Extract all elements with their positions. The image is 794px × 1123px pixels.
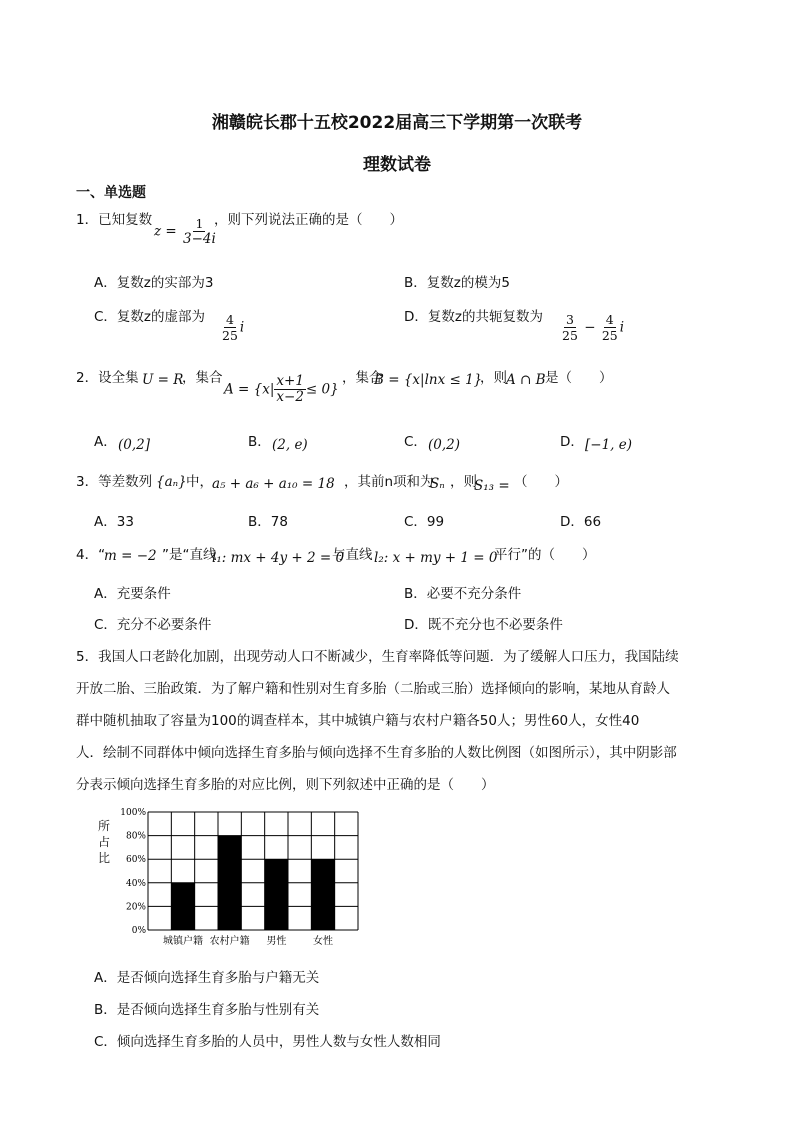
q4-mid2: 与直线: [332, 547, 373, 563]
q2-universe: U = R: [142, 372, 184, 388]
numerator: 4: [225, 312, 234, 327]
q3-post: （ ）: [514, 474, 568, 490]
question-number: 1．: [76, 212, 99, 228]
formula-text: z =: [154, 223, 177, 240]
numerator: 3: [565, 312, 574, 327]
question-number: 4．: [76, 547, 99, 563]
bar: [218, 836, 241, 930]
q4-option-c[interactable]: C．充分不必要条件: [94, 617, 212, 633]
question-4-stem: [76, 543, 105, 563]
fraction: [274, 374, 306, 405]
q4-post: 平行”的（ ）: [494, 547, 596, 563]
q3-option-d[interactable]: D．66: [560, 514, 602, 530]
numerator: x+1: [276, 373, 304, 389]
denominator: 3−4i: [183, 231, 216, 247]
q5-option-b[interactable]: B．是否倾向选择生育多胎与性别有关: [94, 1002, 320, 1018]
option-label: B．: [248, 434, 271, 450]
q1-option-d-formula: [560, 312, 624, 343]
q4-option-b[interactable]: B．必要不充分条件: [404, 586, 522, 602]
stem-text: 等差数列: [98, 474, 153, 490]
q3-option-b[interactable]: B．78: [248, 514, 288, 530]
question-1-stem: [76, 208, 152, 228]
question-5-line-5: 分表示倾向选择生育多胎的对应比例，则下列叙述中正确的是（ ）: [76, 777, 495, 793]
q2-option-d-value: [−1, e): [585, 437, 633, 453]
question-number: 5．: [76, 649, 99, 665]
q4-option-a[interactable]: A．充要条件: [94, 586, 171, 602]
q2-post: 是（ ）: [545, 370, 613, 386]
stem-text: “: [98, 547, 106, 563]
q2-mid2: ，集合: [342, 370, 383, 386]
q2-mid3: ，则: [480, 370, 507, 386]
question-number: 2．: [76, 370, 99, 386]
q3-option-c[interactable]: C．99: [404, 514, 445, 530]
stem-text: 设全集: [98, 370, 139, 386]
numerator: 1: [195, 216, 204, 231]
x-tick-label: 男性: [266, 936, 287, 947]
question-2-stem: [76, 366, 139, 386]
fraction: [600, 312, 620, 343]
q3-s13: S₁₃ =: [474, 478, 510, 494]
denominator: x−2: [276, 389, 304, 405]
q4-mid1: ”是“直线: [162, 547, 217, 563]
q2-option-d[interactable]: [560, 430, 584, 450]
q1-option-c-formula: [220, 312, 244, 343]
option-text: D．复数z的共轭复数为: [404, 309, 543, 325]
q5-option-c[interactable]: C．倾向选择生育多胎的人员中，男性人数与女性人数相同: [94, 1034, 441, 1050]
q1-post: ，则下列说法正确的是（ ）: [214, 212, 403, 228]
denominator: 25: [222, 328, 238, 343]
q2-option-c[interactable]: [404, 430, 427, 450]
q2-set-a: [224, 374, 339, 405]
y-tick-label: 20%: [125, 902, 146, 913]
formula-text: A = {x|: [224, 381, 275, 398]
q1-option-c[interactable]: [94, 305, 205, 325]
q3-equation: a₅ + a₆ + a₁₀ = 18: [212, 476, 335, 492]
q2-mid1: ，集合: [182, 370, 223, 386]
q1-formula: [154, 216, 218, 247]
question-3-stem: [76, 470, 152, 490]
stem-text: 已知复数: [98, 212, 153, 228]
x-tick-label: 城镇户籍: [163, 936, 203, 947]
page-subtitle: 理数试卷: [363, 155, 431, 175]
chart-ylabel: 所占比: [98, 819, 111, 865]
bar: [265, 859, 288, 930]
y-tick-label: 100%: [120, 808, 146, 818]
q2-set-b: B = {x|lnx ≤ 1}: [374, 372, 483, 388]
q3-sequence: {aₙ}: [156, 474, 187, 490]
page-title: 湘赣皖长郡十五校2022届高三下学期第一次联考: [211, 113, 583, 133]
question-number: 3．: [76, 474, 99, 490]
imag-unit: i: [619, 319, 625, 336]
q2-option-a[interactable]: [94, 430, 117, 450]
fraction: [220, 312, 240, 343]
q4-line-1: l₁: mx + 4y + 2 = 0: [212, 550, 345, 566]
x-tick-label: 农村户籍: [209, 936, 250, 947]
q3-sum: Sₙ: [430, 476, 445, 492]
y-tick-label: 80%: [125, 831, 146, 842]
bar: [311, 859, 334, 930]
y-tick-label: 0%: [131, 926, 146, 936]
y-tick-label: 60%: [125, 855, 146, 866]
q5-option-a[interactable]: A．是否倾向选择生育多胎与户籍无关: [94, 970, 320, 986]
fraction: [181, 216, 218, 247]
q1-option-d[interactable]: [404, 305, 543, 325]
q1-option-a[interactable]: A．复数z的实部为3: [94, 275, 214, 291]
q4-line-2: l₂: x + my + 1 = 0: [374, 550, 498, 566]
formula-text: ≤ 0}: [305, 381, 339, 398]
q2-option-b[interactable]: [248, 430, 271, 450]
denominator: 25: [601, 328, 618, 343]
q2-option-b-value: (2, e): [272, 437, 308, 453]
q2-option-a-value: (0,2]: [118, 437, 151, 453]
bar-chart: [110, 800, 370, 950]
minus-sign: −: [584, 319, 596, 336]
q4-option-d[interactable]: D．既不充分也不必要条件: [404, 617, 563, 633]
q3-mid1: 中，: [186, 474, 213, 490]
q3-mid2: ，其前n项和为: [344, 474, 434, 490]
option-label: A．: [94, 434, 117, 450]
q3-mid3: ，则: [450, 474, 477, 490]
denominator: 25: [562, 328, 578, 343]
question-5-line-3: 群中随机抽取了容量为100的调查样本，其中城镇户籍与农村户籍各50人；男性60人，女性40: [76, 713, 640, 729]
y-tick-label: 40%: [125, 878, 146, 889]
stem-text: 我国人口老龄化加剧，出现劳动人口不断减少，生育率降低等问题．为了缓解人口压力，我国陆续: [98, 649, 679, 665]
imag-unit: i: [239, 319, 245, 336]
q2-option-c-value: (0,2): [428, 437, 461, 453]
fraction: [560, 312, 580, 343]
bar: [171, 883, 194, 930]
q1-option-b[interactable]: B．复数z的模为5: [404, 275, 510, 291]
q3-option-a[interactable]: A．33: [94, 514, 134, 530]
option-label: C．: [404, 434, 427, 450]
q4-condition: m = −2: [104, 548, 157, 564]
numerator: 4: [605, 312, 614, 327]
section-heading: 一、单选题: [76, 185, 146, 201]
q2-intersection: A ∩ B: [506, 372, 546, 388]
question-5-line-4: 人．绘制不同群体中倾向选择生育多胎与倾向选择不生育多胎的人数比例图（如图所示），其中阴影部: [76, 745, 677, 761]
option-text: C．复数z的虚部为: [94, 309, 206, 325]
x-tick-label: 女性: [313, 936, 333, 947]
option-label: D．: [560, 434, 584, 450]
question-5-line-1: [76, 645, 679, 665]
question-5-line-2: 开放二胎、三胎政策．为了解户籍和性别对生育多胎（二胎或三胎）选择倾向的影响，某地从育龄人: [76, 681, 670, 697]
